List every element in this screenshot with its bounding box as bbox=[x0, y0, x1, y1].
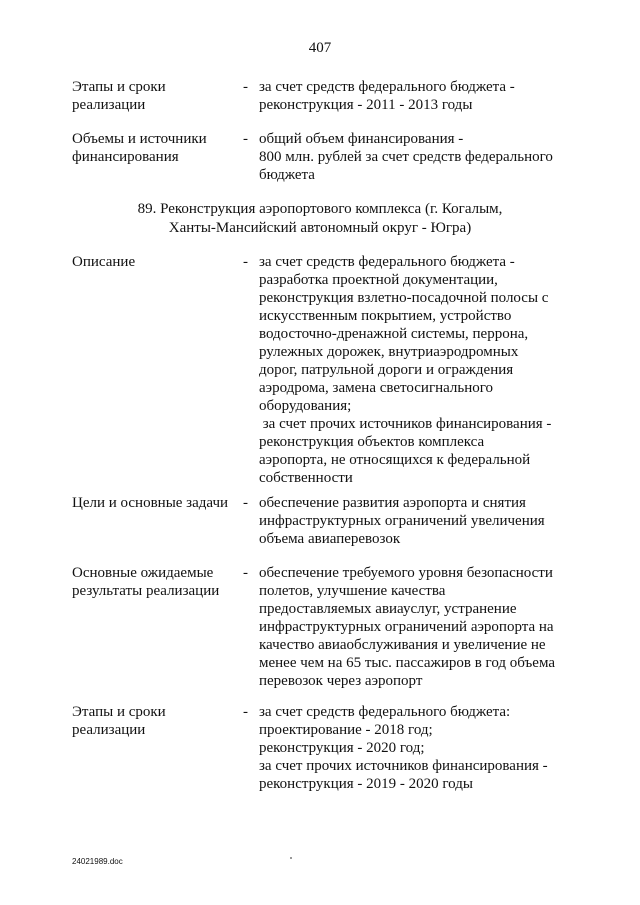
dash: - bbox=[243, 565, 248, 581]
financing-label: Объемы и источники финансирования bbox=[72, 131, 207, 165]
description-value: за счет средств федерального бюджета - разработка проектной документации, реконструкция взлетно-посадочной полосы с искусственным покрытием, устройство водосточно-дренажной системы, перрона, рулежных дорожек, внутриаэродромных дорог, патрульной дороги и ограждения аэродрома, замена светосигнального оборудования; за счет прочих источников финансирования - реконструкция объектов комплекса аэропорта, не относящихся к федеральной собственности bbox=[259, 254, 552, 486]
dash: - bbox=[243, 131, 248, 147]
results-label: Основные ожидаемые результаты реализации bbox=[72, 565, 220, 599]
section-heading: 89. Реконструкция аэропортового комплекса (г. Когалым, Ханты-Мансийский автономный округ - Югра) bbox=[137, 201, 503, 236]
dash: - bbox=[243, 79, 248, 95]
description-label: Описание bbox=[72, 254, 136, 270]
dash: - bbox=[243, 254, 248, 270]
page-number: 407 bbox=[308, 40, 332, 56]
footer-doc-name: 24021989.doc bbox=[72, 857, 123, 866]
stages-label: Этапы и сроки реализации bbox=[72, 704, 166, 738]
dash: - bbox=[243, 495, 248, 511]
results-value: обеспечение требуемого уровня безопасности полетов, улучшение качества предоставляемых авиауслуг, устранение инфраструктурных ограничений аэропорта на качество авиаобслуживания и увеличение не менее чем на 65 тыс. пассажиров в год объема перевозок через аэропорт bbox=[259, 565, 556, 689]
stages-value: за счет средств федерального бюджета: проектирование - 2018 год; реконструкция - 2020 год; за счет прочих источников финансирования - реконструкция - 2019 - 2020 годы bbox=[259, 704, 548, 792]
dash: - bbox=[243, 704, 248, 720]
goals-value: обеспечение развития аэропорта и снятия инфраструктурных ограничений увеличения объема авиаперевозок bbox=[259, 495, 545, 547]
scan-mark bbox=[290, 857, 292, 859]
financing-value: общий объем финансирования - 800 млн. рублей за счет средств федерального бюджета bbox=[259, 131, 553, 183]
stages-value: за счет средств федерального бюджета - реконструкция - 2011 - 2013 годы bbox=[259, 79, 515, 113]
stages-label: Этапы и сроки реализации bbox=[72, 79, 166, 113]
goals-label: Цели и основные задачи bbox=[72, 495, 229, 511]
